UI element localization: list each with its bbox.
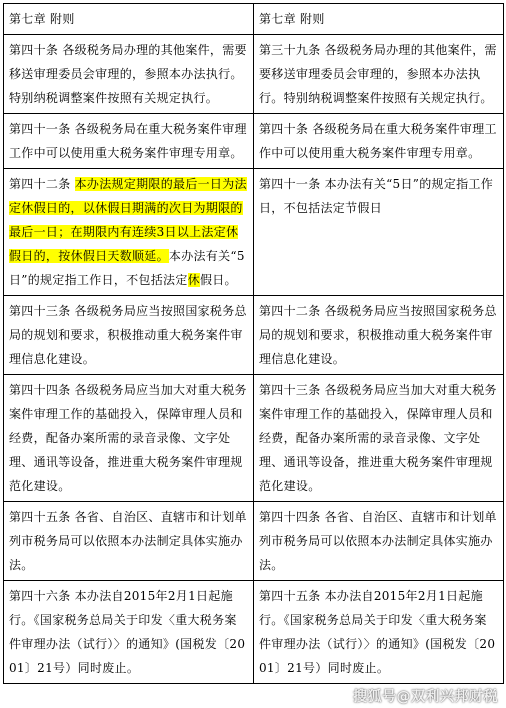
table-row xyxy=(4,114,504,169)
article-new: 第四十三条 各级税务局应当加大对重大税务案件审理工作的基础投入，保障审理人员和经费，配备办案所需的录音录像、文字处理、通讯等设备，推进重大税务案件审理规范化建设。 xyxy=(254,375,504,502)
table-row xyxy=(4,35,504,114)
article-old: 第四十三条 各级税务局应当按照国家税务总局的规划和要求，积极推动重大税务案件审理信息化建设。 xyxy=(4,296,254,375)
source-watermark: 搜狐号@双利兴邦财税 xyxy=(353,689,498,705)
article-old xyxy=(4,169,254,296)
article-old: 第四十一条 各级税务局在重大税务案件审理工作中可以使用重大税务案件审理专用章。 xyxy=(4,114,254,169)
article-old: 第四十六条 本办法自2015年2月1日起施行。《国家税务总局关于印发〈重大税务案件审理办法（试行）〉的通知》(国税发〔2001〕21号）同时废止。 xyxy=(4,581,254,684)
table-row xyxy=(4,169,504,296)
table-header-row xyxy=(4,4,504,35)
highlighted-text: 休 xyxy=(187,273,200,287)
article-old: 第四十条 各级税务局办理的其他案件，需要移送审理委员会审理的，参照本办法执行。特别纳税调整案件按照有关规定执行。 xyxy=(4,35,254,114)
header-cell-new: 第七章 附则 xyxy=(254,4,504,35)
table-row xyxy=(4,581,504,684)
article-number: 第四十二条 xyxy=(9,177,75,191)
header-cell-old: 第七章 附则 xyxy=(4,4,254,35)
table-row xyxy=(4,296,504,375)
article-new: 第四十一条 本办法有关“5日”的规定指工作日，不包括法定节假日 xyxy=(254,169,504,296)
article-text: 假日。 xyxy=(199,273,237,287)
article-new: 第三十九条 各级税务局办理的其他案件，需要移送审理委员会审理的，参照本办法执行。特别纳税调整案件按照有关规定执行。 xyxy=(254,35,504,114)
article-old: 第四十五条 各省、自治区、直辖市和计划单列市税务局可以依照本办法制定具体实施办法。 xyxy=(4,502,254,581)
article-new: 第四十条 各级税务局在重大税务案件审理工作中可以使用重大税务案件审理专用章。 xyxy=(254,114,504,169)
table-row xyxy=(4,375,504,502)
article-old: 第四十四条 各级税务局应当加大对重大税务案件审理工作的基础投入，保障审理人员和经费，配备办案所需的录音录像、文字处理、通讯等设备，推进重大税务案件审理规范化建设。 xyxy=(4,375,254,502)
article-new: 第四十五条 本办法自2015年2月1日起施行。《国家税务总局关于印发〈重大税务案件审理办法（试行）〉的通知》(国税发〔2001〕21号）同时废止。 xyxy=(254,581,504,684)
article-new: 第四十二条 各级税务局应当按照国家税务总局的规划和要求，积极推动重大税务案件审理信息化建设。 xyxy=(254,296,504,375)
article-new: 第四十四条 各省、自治区、直辖市和计划单列市税务局可以依照本办法制定具体实施办法。 xyxy=(254,502,504,581)
highlighted-text: 本办法规定期限的最后一日为法定休假日的，以休假日期满的次日为期限的最后一日；在期限内有连续3日以上法定休假日的，按休假日天数顺延。 xyxy=(9,177,247,263)
comparison-table xyxy=(3,3,504,684)
document-page xyxy=(3,3,503,684)
article-text: 本办法有关“5日”的规定指工作日，不包括法定 xyxy=(9,249,245,287)
table-row xyxy=(4,502,504,581)
